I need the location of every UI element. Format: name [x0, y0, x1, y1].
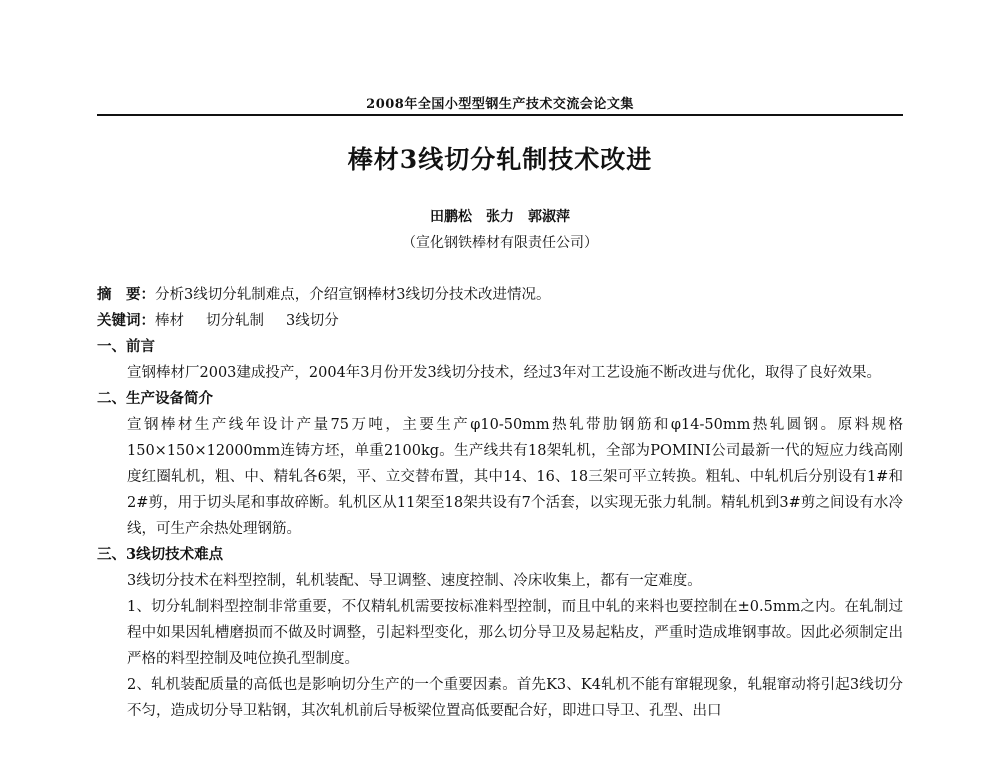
keyword: 棒材	[155, 313, 184, 329]
keyword: 切分轧制	[206, 313, 264, 329]
abstract-label: 摘 要：	[97, 286, 155, 303]
paragraph: 宣钢棒材生产线年设计产量75万吨，主要生产φ10-50mm热轧带肋钢筋和φ14-50mm热轧圆钢。原料规格150×150×12000mm连铸方坯，单重2100kg。生产线共有18架轧机，全部为POMINI公司最新一代的短应力线高刚度红圈轧机，粗、中、精轧各6架，平、立交替布置，其中14、16、18三架可平立转换。粗轧、中轧机后分别设有1#和2#剪，用于切头尾和事故碎断。轧机区从11架至18架共设有7个活套，以实现无张力轧制。精轧机到3#剪之间设有水冷线，可生产余热处理钢筋。	[127, 417, 903, 537]
affiliation: （宣化钢铁棒材有限责任公司）	[402, 235, 598, 251]
section-heading: 二、生产设备简介	[97, 390, 213, 407]
section-heading: 三、3线切技术难点	[97, 546, 224, 563]
paper-title: 棒材3线切分轧制技术改进	[347, 145, 653, 174]
header-rule	[97, 114, 903, 116]
running-head: 2008年全国小型型钢生产技术交流会论文集	[366, 97, 634, 112]
section-heading: 一、前言	[97, 338, 155, 355]
paragraph: 宣钢棒材厂2003建成投产，2004年3月份开发3线切分技术，经过3年对工艺设施不断改进与优化，取得了良好效果。	[127, 365, 881, 381]
paper-body	[97, 282, 903, 724]
keywords	[97, 308, 903, 334]
abstract	[97, 282, 903, 308]
paragraph: 2、轧机装配质量的高低也是影响切分生产的一个重要因素。首先K3、K4轧机不能有窜辊现象，轧辊窜动将引起3线切分不匀，造成切分导卫粘钢，其次轧机前后导板梁位置高低要配合好，即进口导卫、孔型、出口	[127, 677, 903, 719]
keyword: 3线切分	[286, 313, 339, 329]
paragraph: 3线切分技术在料型控制，轧机装配、导卫调整、速度控制、冷床收集上，都有一定难度。	[127, 573, 702, 589]
authors: 田鹏松 张力 郭淑萍	[430, 209, 570, 225]
keywords-label: 关键词：	[97, 312, 155, 329]
paragraph: 1、切分轧制料型控制非常重要，不仅精轧机需要按标准料型控制，而且中轧的来料也要控制在±0.5mm之内。在轧制过程中如果因轧槽磨损而不做及时调整，引起料型变化，那么切分导卫及易起粘皮，严重时造成堆钢事故。因此必须制定出严格的料型控制及吨位换孔型制度。	[127, 599, 903, 667]
abstract-text: 分析3线切分轧制难点，介绍宣钢棒材3线切分技术改进情况。	[155, 287, 551, 303]
